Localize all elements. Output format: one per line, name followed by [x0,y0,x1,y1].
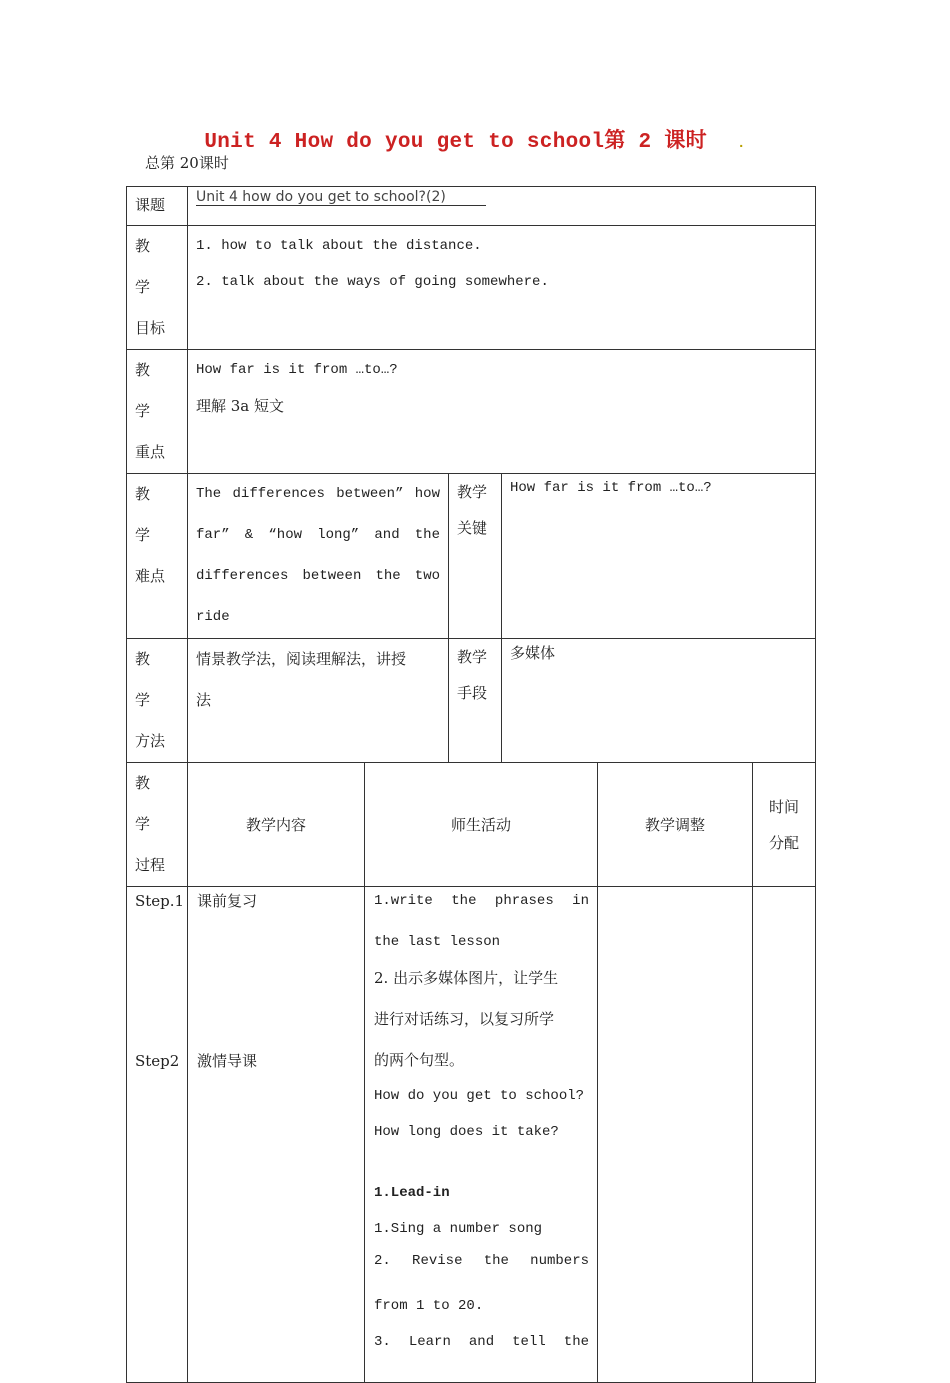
col-header-time [753,763,816,887]
row-methods [127,639,816,763]
key-points-label-a: 教 学 [135,361,159,420]
key-point-item: 理解 3a 短文 [196,397,285,415]
methods-cell [188,639,449,763]
step1-label: Step.1 [135,892,185,910]
means-label-b: 手段 [457,684,488,702]
objectives-label [127,226,188,350]
key-points-label [127,350,188,474]
activity-line: 1.Lead-in [374,1185,450,1201]
row-objectives [127,226,816,350]
step2-label: Step2 [135,1052,180,1070]
objective-item: 1. how to talk about the distance. [196,238,482,254]
activity-line: How long does it take? [374,1124,559,1140]
step2-content: 激情导课 [197,1052,258,1070]
lesson-plan-table [126,186,816,1383]
page-title [0,124,950,154]
row-key-points [127,350,816,474]
activity-line: 2. Revise the numbers [374,1253,589,1269]
activity-line: 1.Sing a number song [374,1221,543,1237]
process-label [127,763,188,887]
col-header-adjust: 教学调整 [598,763,753,887]
objectives-label-a: 教 学 [135,237,159,296]
methods-label [127,639,188,763]
key-point-item: How far is it from …to…? [196,362,398,378]
methods-label-b: 方法 [135,732,166,750]
difficulties-label-b: 难点 [135,567,166,585]
row-process-header [127,763,816,887]
topic-value: Unit 4 how do you get to school?(2) [196,189,486,206]
row-topic [127,187,816,226]
key-label-b: 关键 [457,519,488,537]
time-cell [753,887,816,1383]
col-header-time-b: 分配 [769,833,800,852]
topic-value-cell [188,187,816,226]
row-difficulties [127,474,816,639]
activity-line: 1.write the phrases in [374,893,589,909]
col-header-content: 教学内容 [188,763,365,887]
difficulties-label [127,474,188,639]
methods-line: 法 [196,691,212,709]
activity-line: How do you get to school? [374,1088,585,1104]
objective-item: 2. talk about the ways of going somewhere. [196,274,549,290]
adjust-cell [598,887,753,1383]
activities-cell [365,887,598,1383]
key-value: How far is it from …to…? [502,474,816,639]
methods-label-a: 教 学 [135,650,159,709]
difficulty-line: far” & “how long” and the [196,527,440,543]
step1-content: 课前复习 [197,892,258,910]
activity-line: from 1 to 20. [374,1298,484,1314]
activity-line: 进行对话练习，以复习所学 [374,1010,555,1028]
difficulty-line: differences between the two [196,568,440,584]
process-label-a: 教 学 [135,774,159,833]
activity-line: 3. Learn and tell the [374,1334,589,1350]
means-value: 多媒体 [502,639,816,763]
total-lesson: 总第 20课时 [145,154,229,172]
difficulty-line: The differences between” how [196,486,440,502]
methods-line: 情景教学法，阅读理解法，讲授 [196,650,407,668]
objectives-label-b: 目标 [135,319,166,337]
step-labels-cell [127,887,188,1383]
key-points-label-b: 重点 [135,443,166,461]
difficulties-cell [188,474,449,639]
difficulties-label-a: 教 学 [135,485,159,544]
means-label [449,639,502,763]
col-header-activity: 师生活动 [365,763,598,887]
topic-label: 课题 [127,187,188,226]
means-label-a: 教学 [457,648,488,666]
objectives-cell [188,226,816,350]
step-content-cell [188,887,365,1383]
col-header-time-a: 时间 [769,797,800,816]
activity-line: 的两个句型。 [374,1051,465,1069]
activity-line: the last lesson [374,934,501,950]
title-text: Unit 4 How do you get to school第 2 课时 [204,131,707,154]
key-label [449,474,502,639]
row-steps [127,887,816,1383]
difficulty-line: ride [196,609,230,625]
activity-line: 2. 出示多媒体图片，让学生 [374,969,559,987]
key-points-cell [188,350,816,474]
key-label-a: 教学 [457,483,488,501]
process-label-b: 过程 [135,856,166,874]
title-mark: . [736,136,746,152]
